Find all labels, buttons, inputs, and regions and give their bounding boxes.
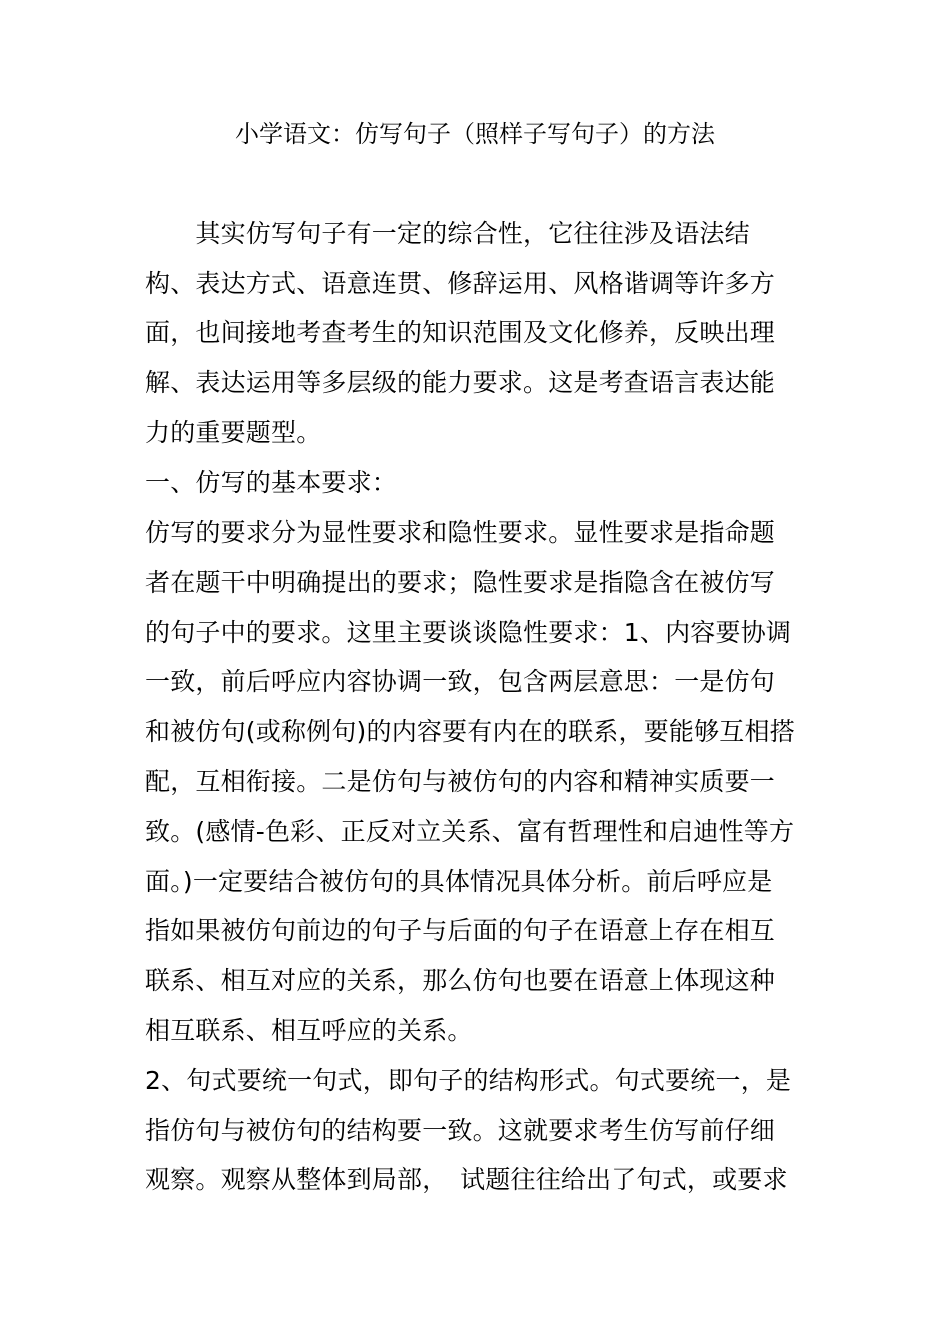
text-line-1: 其实仿写句子有一定的综合性，它往往涉及语法结	[145, 219, 750, 248]
text-line-3: 面，也间接地考查考生的知识范围及文化修养，反映出理	[145, 318, 776, 347]
text-line-11: 和被仿句(或称例句)的内容要有内在的联系，要能够互相搭	[145, 717, 795, 746]
text-line-8: 者在题干中明确提出的要求；隐性要求是指隐含在被仿写	[145, 568, 776, 597]
text-line-17: 相互联系、相互呼应的关系。	[145, 1016, 473, 1045]
text-line-14: 面。)一定要结合被仿句的具体情况具体分析。前后呼应是	[145, 867, 773, 896]
text-line-15: 指如果被仿句前边的句子与后面的句子在语意上存在相互	[145, 916, 776, 945]
text-line-16: 联系、相互对应的关系，那么仿句也要在语意上体现这种	[145, 966, 776, 995]
text-line-10: 一致，前后呼应内容协调一致，包含两层意思：一是仿句	[145, 667, 776, 696]
text-line-19: 指仿句与被仿句的结构要一致。这就要求考生仿写前仔细	[145, 1116, 776, 1145]
text-line-5: 力的重要题型。	[145, 418, 322, 447]
text-line-4: 解、表达运用等多层级的能力要求。这是考查语言表达能	[145, 368, 776, 397]
text-line-2: 构、表达方式、语意连贯、修辞运用、风格谐调等许多方	[145, 269, 776, 298]
text-line-6: 一、仿写的基本要求：	[145, 468, 398, 497]
text-line-12: 配，互相衔接。二是仿句与被仿句的内容和精神实质要一	[145, 767, 776, 796]
text-line-7: 仿写的要求分为显性要求和隐性要求。显性要求是指命题	[145, 518, 776, 547]
text-line-18: 2、句式要统一句式，即句子的结构形式。句式要统一，是	[145, 1066, 792, 1095]
text-line-9: 的句子中的要求。这里主要谈谈隐性要求：1、内容要协调	[145, 618, 792, 647]
document-title: 小学语文：仿写句子（照样子写句子）的方法	[235, 120, 715, 148]
text-line-20: 观察。观察从整体到局部， 试题往往给出了句式，或要求	[145, 1165, 788, 1194]
text-line-13: 致。(感情-色彩、正反对立关系、富有哲理性和启迪性等方	[145, 817, 795, 846]
